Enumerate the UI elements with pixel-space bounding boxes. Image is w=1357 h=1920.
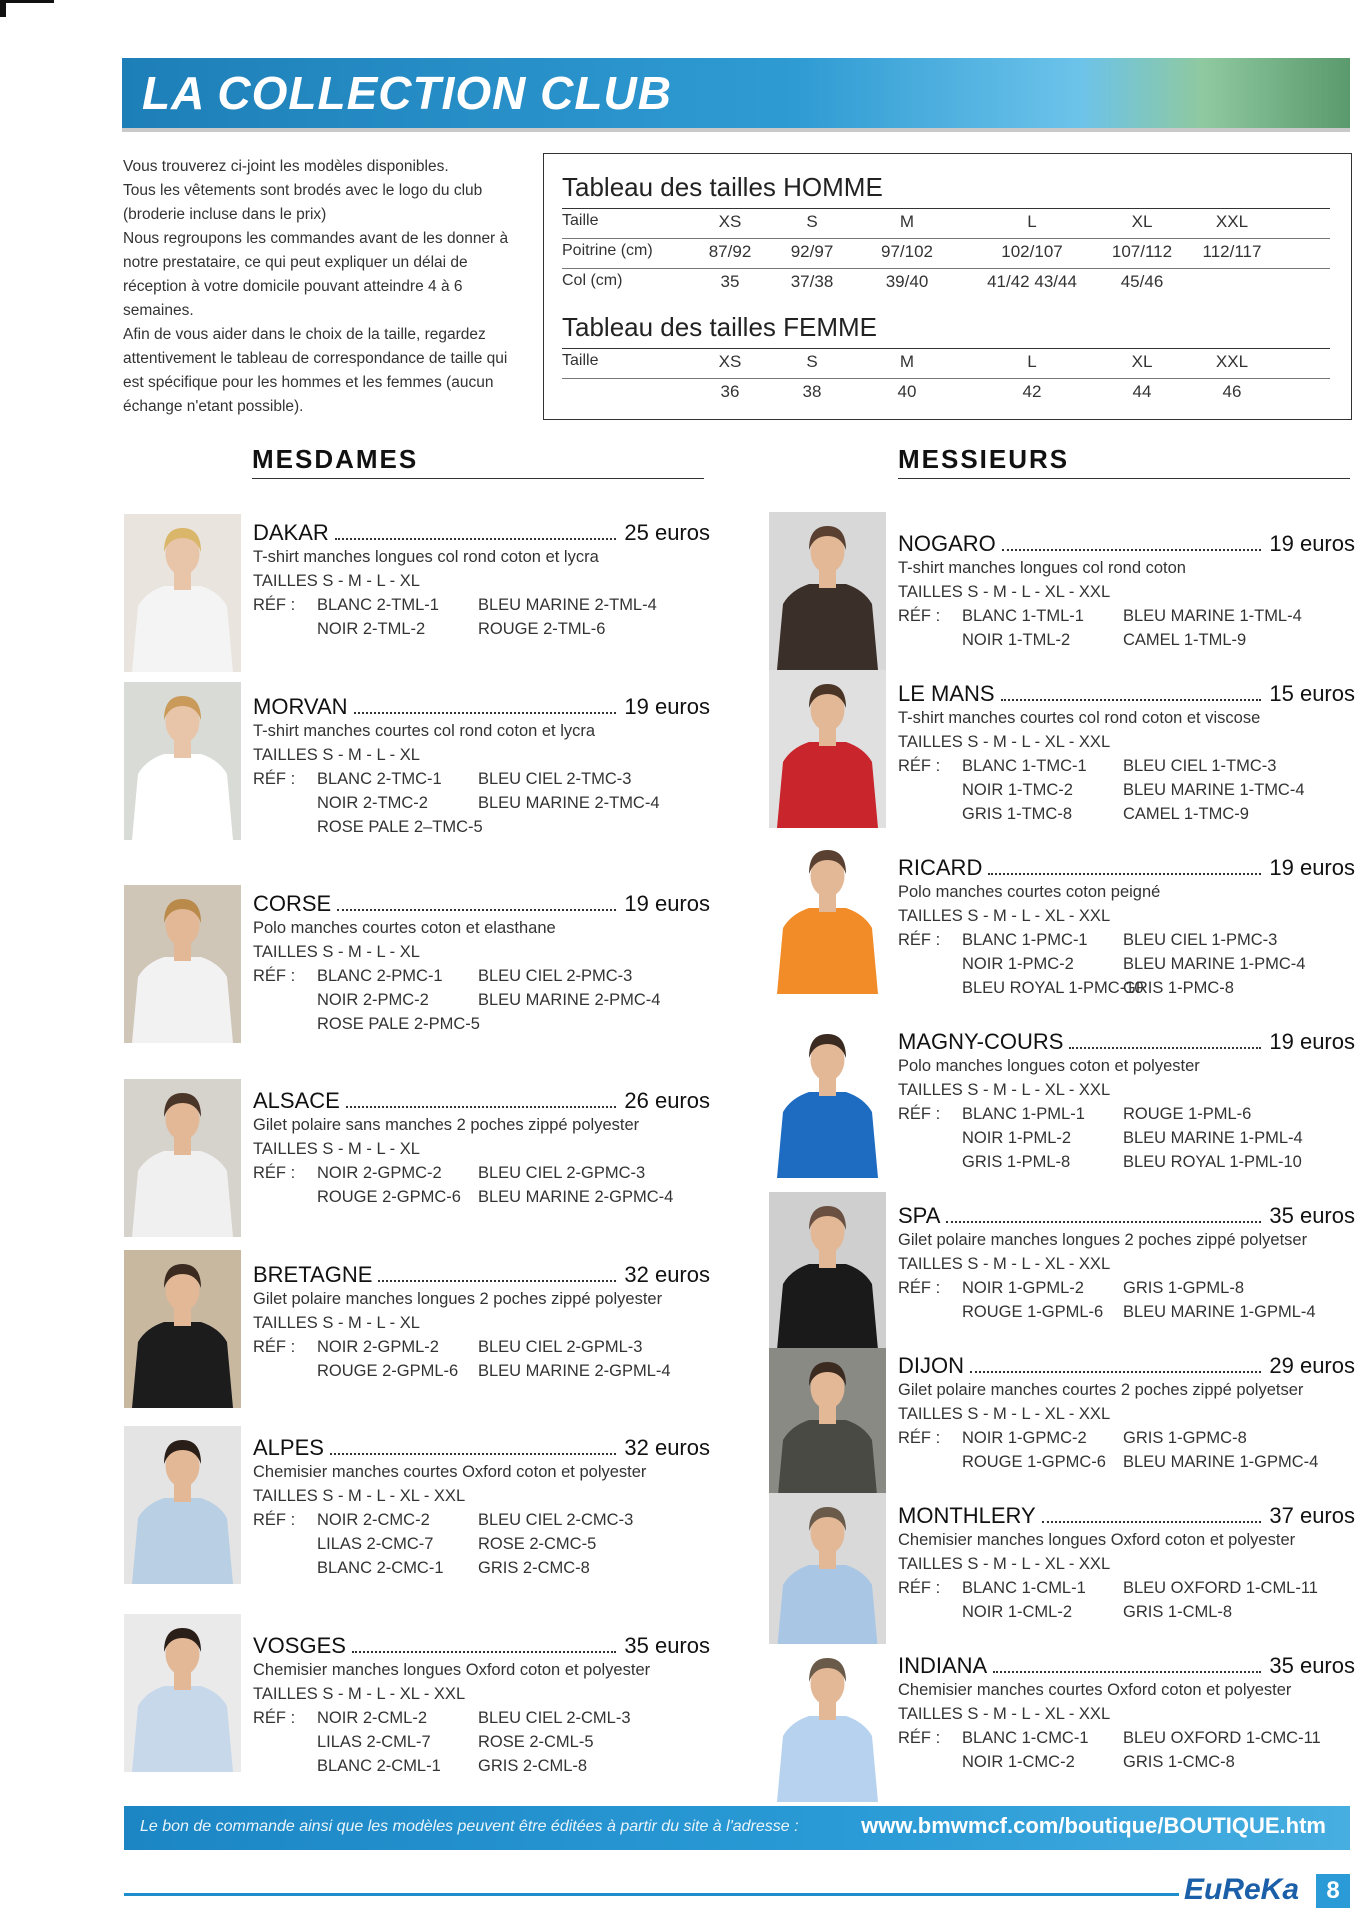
size-cell: XS — [718, 352, 742, 371]
size-cell: 46 — [1222, 382, 1242, 401]
product-title-line — [898, 1347, 1355, 1379]
product-sizes: TAILLES S - M - L - XL - XXL — [253, 1685, 466, 1703]
product-ref-code: BLANC 2-CMC-1 — [317, 1559, 444, 1577]
product-photo — [769, 1192, 886, 1350]
product-title-line — [898, 525, 1355, 557]
product-price: 35 euros — [1269, 1653, 1355, 1678]
product-name: LE MANS — [898, 681, 995, 706]
product-ref-code: ROUGE 2-TML-6 — [478, 620, 606, 638]
product-sizes: TAILLES S - M - L - XL - XXL — [898, 733, 1111, 751]
product-description: Gilet polaire sans manches 2 poches zippé polyester — [253, 1116, 640, 1134]
product-ref-code: BLANC 2-TMC-1 — [317, 770, 442, 788]
product-price: 32 euros — [624, 1262, 710, 1287]
product-sizes: TAILLES S - M - L - XL — [253, 746, 420, 764]
product-ref-code: NOIR 1-TML-2 — [962, 631, 1071, 649]
product-ref-label: RÉF : — [898, 1105, 941, 1123]
size-cell: 87/92 — [708, 242, 752, 261]
product-photo — [769, 1493, 886, 1651]
size-row-label: Taille — [562, 212, 599, 229]
product-description: Chemisier manches longues Oxford coton et polyester — [898, 1531, 1296, 1549]
product-sizes: TAILLES S - M - L - XL - XXL — [898, 1705, 1111, 1723]
product-ref-code: NOIR 2-CML-2 — [317, 1709, 428, 1727]
size-tables — [543, 153, 1352, 420]
product-ref-code: BLEU CIEL 2-CML-3 — [478, 1709, 631, 1727]
product-ref-code: NOIR 1-CML-2 — [962, 1603, 1073, 1621]
product-photo — [769, 512, 886, 670]
footer-banner — [124, 1806, 1350, 1850]
product-sizes: TAILLES S - M - L - XL - XXL — [898, 907, 1111, 925]
product-ref-code: NOIR 1-GPML-2 — [962, 1279, 1084, 1297]
product-ref-code: BLEU MARINE 2-TMC-4 — [478, 794, 660, 812]
product-price: 35 euros — [1269, 1203, 1355, 1228]
product-ref-code: BLEU ROYAL 1-PML-10 — [1123, 1153, 1302, 1171]
size-cell: S — [806, 352, 818, 371]
product-ref-label: RÉF : — [898, 1579, 941, 1597]
product-sizes: TAILLES S - M - L - XL - XXL — [898, 1255, 1111, 1273]
product-sizes: TAILLES S - M - L - XL - XXL — [898, 1555, 1111, 1573]
product-name: DIJON — [898, 1353, 964, 1378]
product-ref-code: GRIS 1-CML-8 — [1123, 1603, 1233, 1621]
product-description: Gilet polaire manches longues 2 poches zippé polyester — [253, 1290, 663, 1308]
product-title-line — [253, 885, 710, 917]
product-ref-code: GRIS 1-TMC-8 — [962, 805, 1073, 823]
product-ref-code: BLANC 1-TML-1 — [962, 607, 1084, 625]
product-description: T-shirt manches courtes col rond coton et viscose — [898, 709, 1261, 727]
product-ref-label: RÉF : — [898, 757, 941, 775]
product-photo — [124, 1426, 241, 1584]
product-description: Gilet polaire manches courtes 2 poches zippé polyetser — [898, 1381, 1304, 1399]
size-cell: 102/107 — [1001, 242, 1063, 261]
product-ref-code: BLEU CIEL 2-CMC-3 — [478, 1511, 634, 1529]
product-price: 25 euros — [624, 520, 710, 545]
product-name: DAKAR — [253, 520, 329, 545]
product-name: MORVAN — [253, 694, 348, 719]
product-name: CORSE — [253, 891, 332, 916]
product-description: T-shirt manches courtes col rond coton et lycra — [253, 722, 596, 740]
product-ref-code: BLEU MARINE 2-PMC-4 — [478, 991, 661, 1009]
page-title: LA COLLECTION CLUB — [142, 67, 672, 119]
size-row-label: Taille — [562, 352, 599, 369]
product-name: BRETAGNE — [253, 1262, 373, 1287]
product-ref-code: BLEU CIEL 2-GPML-3 — [478, 1338, 643, 1356]
product-ref-code: ROUGE 1-GPML-6 — [962, 1303, 1104, 1321]
size-row — [562, 212, 1330, 238]
product-price: 19 euros — [1269, 855, 1355, 880]
size-cell: 107/112 — [1111, 242, 1173, 261]
product-ref-code: BLEU MARINE 1-GPML-4 — [1123, 1303, 1316, 1321]
product-title-line — [898, 1023, 1355, 1055]
product-title-line — [898, 849, 1355, 881]
product-photo — [769, 1348, 886, 1506]
product-ref-code: BLANC 1-PML-1 — [962, 1105, 1085, 1123]
product-price: 26 euros — [624, 1088, 710, 1113]
product-ref-code: NOIR 1-GPMC-2 — [962, 1429, 1087, 1447]
product-ref-code: LILAS 2-CML-7 — [317, 1733, 431, 1751]
product-ref-code: BLANC 2-CML-1 — [317, 1757, 441, 1775]
product-title-line — [253, 1256, 710, 1288]
product-ref-code: CAMEL 1-TML-9 — [1123, 631, 1247, 649]
product-photo — [124, 1250, 241, 1408]
size-cell: 37/38 — [790, 272, 834, 291]
product-description: Gilet polaire manches longues 2 poches zippé polyetser — [898, 1231, 1308, 1249]
footer-url-link[interactable]: www.bmwmcf.com/boutique/BOUTIQUE.htm — [861, 1813, 1326, 1838]
scan-corner-mark — [0, 0, 54, 17]
product-name: MONTHLERY — [898, 1503, 1036, 1528]
product-ref-code: BLEU CIEL 2-TMC-3 — [478, 770, 632, 788]
product-price: 29 euros — [1269, 1353, 1355, 1378]
product-ref-code: BLEU ROYAL 1-PMC-10 — [962, 979, 1144, 997]
product-sizes: TAILLES S - M - L - XL — [253, 1314, 420, 1332]
product-title-line — [253, 514, 710, 546]
product-ref-code: ROUGE 1-PML-6 — [1123, 1105, 1252, 1123]
size-row-label: Col (cm) — [562, 272, 623, 289]
product-photo — [769, 670, 886, 828]
product-ref-label: RÉF : — [898, 1279, 941, 1297]
product-ref-code: ROSE 2-CMC-5 — [478, 1535, 597, 1553]
intro-paragraph: Tous les vêtements sont brodés avec le logo du club (broderie incluse dans le prix) — [123, 182, 483, 223]
product-photo — [124, 682, 241, 840]
product-ref-code: GRIS 1-CMC-8 — [1123, 1753, 1235, 1771]
size-cell: 35 — [720, 272, 740, 291]
product-ref-code: BLEU MARINE 2-GPMC-4 — [478, 1188, 674, 1206]
size-row — [562, 352, 1330, 378]
product-name: SPA — [898, 1203, 941, 1228]
product-ref-label: RÉF : — [253, 1164, 296, 1182]
product-ref-code: ROSE PALE 2-PMC-5 — [317, 1015, 480, 1033]
product-price: 19 euros — [1269, 531, 1355, 556]
product-ref-code: BLEU MARINE 1-PMC-4 — [1123, 955, 1306, 973]
size-cell: 36 — [720, 382, 740, 401]
product-ref-label: RÉF : — [898, 1729, 941, 1747]
product-sizes: TAILLES S - M - L - XL — [253, 1140, 420, 1158]
product-title-line — [253, 1627, 710, 1659]
product-price: 19 euros — [624, 694, 710, 719]
product-ref-code: NOIR 1-CMC-2 — [962, 1753, 1075, 1771]
product-photo — [124, 885, 241, 1043]
size-cell: XS — [718, 212, 742, 231]
product-ref-code: NOIR 2-TMC-2 — [317, 794, 428, 812]
product-ref-code: ROUGE 2-GPMC-6 — [317, 1188, 461, 1206]
size-row — [562, 242, 1330, 268]
intro-paragraph: Nous regroupons les commandes avant de les donner à notre prestataire, ce qui peut expliquer un délai de réception à votre domicile pouvant atteindre 4 à 6 semaines. — [123, 230, 509, 319]
product-description: Chemisier manches courtes Oxford coton et polyester — [898, 1681, 1292, 1699]
product-description: T-shirt manches longues col rond coton et lycra — [253, 548, 599, 566]
size-cell: 42 — [1022, 382, 1042, 401]
size-cell: XL — [1131, 212, 1153, 231]
product-description: Chemisier manches courtes Oxford coton et polyester — [253, 1463, 647, 1481]
size-cell: XXL — [1215, 212, 1249, 231]
header-banner — [122, 58, 1350, 128]
product-sizes: TAILLES S - M - L - XL - XXL — [898, 1081, 1111, 1099]
size-cell: 44 — [1132, 382, 1152, 401]
product-ref-label: RÉF : — [253, 967, 296, 985]
product-ref-code: BLEU CIEL 1-PMC-3 — [1123, 931, 1278, 949]
product-sizes: TAILLES S - M - L - XL - XXL — [898, 583, 1111, 601]
product-ref-code: BLANC 2-PMC-1 — [317, 967, 443, 985]
product-ref-code: LILAS 2-CMC-7 — [317, 1535, 434, 1553]
size-row — [562, 272, 1330, 298]
product-name: RICARD — [898, 855, 983, 880]
product-ref-label: RÉF : — [898, 1429, 941, 1447]
product-title-line — [253, 1429, 710, 1461]
size-cell: XL — [1131, 352, 1153, 371]
product-price: 15 euros — [1269, 681, 1355, 706]
product-ref-label: RÉF : — [898, 607, 941, 625]
page-number: 8 — [1316, 1874, 1350, 1908]
product-ref-label: RÉF : — [253, 770, 296, 788]
size-cell: L — [1027, 212, 1037, 231]
product-ref-code: BLEU CIEL 1-TMC-3 — [1123, 757, 1277, 775]
product-description: Polo manches courtes coton et elasthane — [253, 919, 556, 937]
size-cell: 45/46 — [1120, 272, 1164, 291]
size-cell: 39/40 — [885, 272, 929, 291]
product-ref-code: NOIR 1-PML-2 — [962, 1129, 1072, 1147]
section-title-messieurs: MESSIEURS — [898, 444, 1070, 474]
product-ref-code: NOIR 2-GPMC-2 — [317, 1164, 442, 1182]
product-title-line — [898, 1197, 1355, 1229]
product-sizes: TAILLES S - M - L - XL - XXL — [253, 1487, 466, 1505]
product-ref-code: BLEU OXFORD 1-CML-11 — [1123, 1579, 1318, 1597]
product-sizes: TAILLES S - M - L - XL — [253, 572, 420, 590]
size-cell: 92/97 — [790, 242, 834, 261]
size-cell: M — [899, 212, 915, 231]
product-title-line — [898, 675, 1355, 707]
product-photo — [769, 836, 886, 994]
product-ref-code: BLEU CIEL 2-GPMC-3 — [478, 1164, 646, 1182]
product-photo — [124, 514, 241, 672]
product-ref-code: GRIS 1-PMC-8 — [1123, 979, 1234, 997]
product-ref-code: GRIS 1-GPMC-8 — [1123, 1429, 1247, 1447]
size-row — [562, 382, 1330, 408]
size-table-femme-title: Tableau des tailles FEMME — [562, 312, 878, 342]
product-ref-code: ROSE PALE 2–TMC-5 — [317, 818, 483, 836]
intro-text — [123, 155, 511, 419]
product-ref-label: RÉF : — [253, 1709, 296, 1727]
section-title-mesdames: MESDAMES — [252, 444, 419, 474]
size-cell: 38 — [802, 382, 822, 401]
product-price: 32 euros — [624, 1435, 710, 1460]
product-ref-label: RÉF : — [253, 1511, 296, 1529]
intro-paragraph: Afin de vous aider dans le choix de la taille, regardez attentivement le tableau de correspondance de taille qui est spécifique pour les hommes et les femmes (aucun échange n'etant possible). — [123, 326, 508, 415]
product-ref-code: BLEU MARINE 2-TML-4 — [478, 596, 657, 614]
size-table-homme-title: Tableau des tailles HOMME — [562, 172, 883, 202]
size-cell: M — [899, 352, 915, 371]
product-ref-code: ROUGE 1-GPMC-6 — [962, 1453, 1106, 1471]
product-sizes: TAILLES S - M - L - XL - XXL — [898, 1405, 1111, 1423]
size-cell: 41/42 43/44 — [987, 272, 1077, 291]
product-name: INDIANA — [898, 1653, 988, 1678]
product-ref-code: BLANC 1-TMC-1 — [962, 757, 1087, 775]
product-price: 35 euros — [624, 1633, 710, 1658]
product-photo — [769, 1644, 886, 1802]
footer-note: Le bon de commande ainsi que les modèles peuvent être éditées à partir du site à l'adresse : — [140, 1818, 799, 1835]
size-cell: XXL — [1215, 352, 1249, 371]
product-title-line — [253, 1082, 710, 1114]
intro-paragraph: Vous trouverez ci-joint les modèles disponibles. — [123, 158, 449, 175]
product-photo — [769, 1020, 886, 1178]
product-ref-code: GRIS 2-CMC-8 — [478, 1559, 590, 1577]
product-description: T-shirt manches longues col rond coton — [898, 559, 1186, 577]
product-name: VOSGES — [253, 1633, 346, 1658]
size-cell: 97/102 — [881, 242, 933, 261]
product-ref-code: ROSE 2-CML-5 — [478, 1733, 594, 1751]
product-sizes: TAILLES S - M - L - XL — [253, 943, 420, 961]
size-cell: S — [806, 212, 818, 231]
product-ref-code: GRIS 1-PML-8 — [962, 1153, 1071, 1171]
product-ref-code: BLEU MARINE 1-GPMC-4 — [1123, 1453, 1319, 1471]
product-ref-code: BLANC 2-TML-1 — [317, 596, 439, 614]
product-ref-code: BLEU MARINE 1-TML-4 — [1123, 607, 1302, 625]
size-cell: 112/117 — [1202, 242, 1262, 261]
size-cell: 40 — [897, 382, 917, 401]
product-ref-code: BLANC 1-PMC-1 — [962, 931, 1088, 949]
product-ref-code: BLEU MARINE 1-PML-4 — [1123, 1129, 1303, 1147]
product-ref-code: NOIR 2-GPML-2 — [317, 1338, 439, 1356]
product-ref-code: NOIR 2-CMC-2 — [317, 1511, 430, 1529]
product-description: Polo manches longues coton et polyester — [898, 1057, 1200, 1075]
product-price: 37 euros — [1269, 1503, 1355, 1528]
product-name: MAGNY-COURS — [898, 1029, 1064, 1054]
product-ref-code: BLEU MARINE 1-TMC-4 — [1123, 781, 1305, 799]
product-ref-code: ROUGE 2-GPML-6 — [317, 1362, 459, 1380]
product-ref-code: BLEU CIEL 2-PMC-3 — [478, 967, 633, 985]
product-description: Polo manches courtes coton peigné — [898, 883, 1161, 901]
product-price: 19 euros — [624, 891, 710, 916]
product-ref-code: NOIR 2-TML-2 — [317, 620, 426, 638]
product-ref-code: NOIR 1-PMC-2 — [962, 955, 1074, 973]
product-name: ALPES — [253, 1435, 324, 1460]
eureka-logo: EuReKa — [1184, 1873, 1300, 1906]
product-ref-label: RÉF : — [898, 931, 941, 949]
product-description: Chemisier manches longues Oxford coton et polyester — [253, 1661, 651, 1679]
product-ref-code: NOIR 2-PMC-2 — [317, 991, 429, 1009]
product-title-line — [253, 688, 710, 720]
product-ref-label: RÉF : — [253, 1338, 296, 1356]
size-cell: L — [1027, 352, 1037, 371]
product-ref-code: BLEU OXFORD 1-CMC-11 — [1123, 1729, 1321, 1747]
product-photo — [124, 1614, 241, 1772]
product-ref-code: GRIS 1-GPML-8 — [1123, 1279, 1245, 1297]
product-name: NOGARO — [898, 531, 996, 556]
product-ref-code: BLANC 1-CMC-1 — [962, 1729, 1089, 1747]
product-ref-code: NOIR 1-TMC-2 — [962, 781, 1073, 799]
size-row-label: Poitrine (cm) — [562, 242, 653, 259]
product-photo — [124, 1079, 241, 1237]
product-ref-label: RÉF : — [253, 596, 296, 614]
product-title-line — [898, 1497, 1355, 1529]
product-ref-code: GRIS 2-CML-8 — [478, 1757, 588, 1775]
product-ref-code: BLEU MARINE 2-GPML-4 — [478, 1362, 671, 1380]
product-price: 19 euros — [1269, 1029, 1355, 1054]
product-name: ALSACE — [253, 1088, 340, 1113]
product-title-line — [898, 1647, 1355, 1679]
product-ref-code: CAMEL 1-TMC-9 — [1123, 805, 1249, 823]
product-ref-code: BLANC 1-CML-1 — [962, 1579, 1086, 1597]
